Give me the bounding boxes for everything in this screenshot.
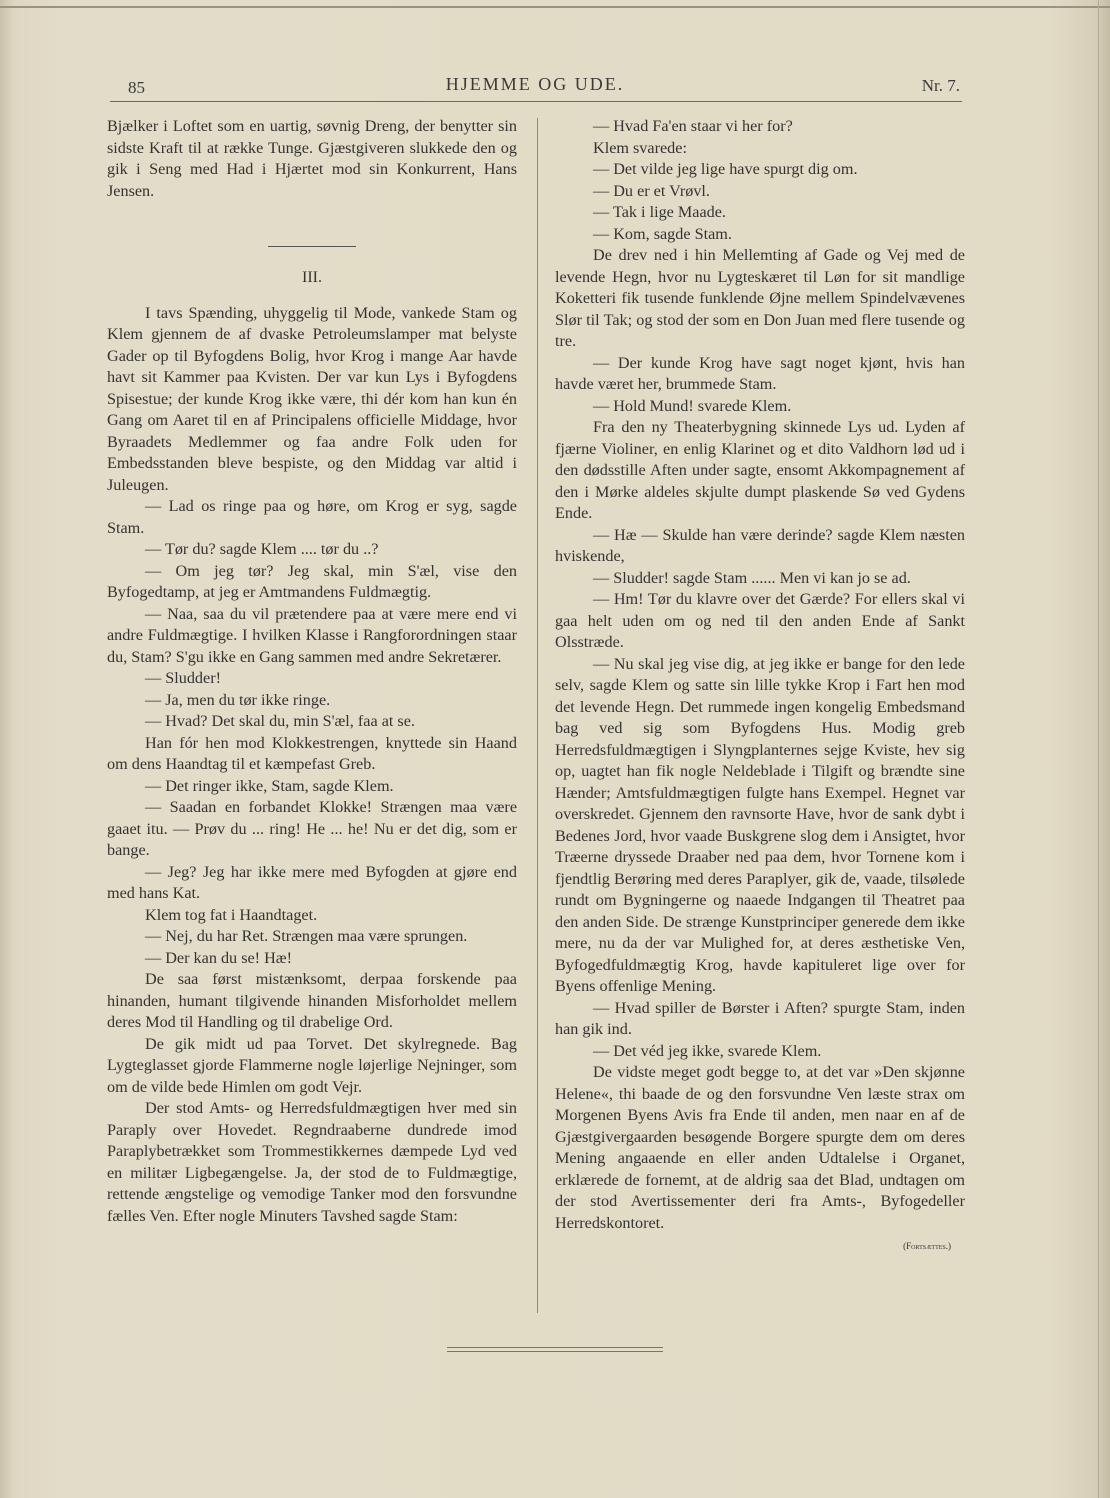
paragraph: — Hvad? Det skal du, min S'æl, faa at se. [145,712,415,730]
issue-number: Nr. 7. [921,76,960,95]
top-edge-rule [0,6,1110,8]
paragraph: — Tør du? sagde Klem .... tør du ..? [145,540,379,558]
paragraph: Der stod Amts- og Herredsfuldmægtigen hver med sin Paraply over Hovedet. Regndraaberne dundrede imod Paraplybetrækket som Trommestikkernes dæmpede Lyd ved en militær Ligbegængelse. Ja, der stod de to Fuldmægtige, rettende ængstelige og vemodige Tanker mod den forsvundne fælles Ven. Efter nogle Minuters Tavshed sagde Stam: [107,1099,517,1225]
paragraph: De drev ned i hin Mellemting af Gade og Vej med de levende Hegn, hvor nu Lygteskæret til Løn for sit mandlige Koketteri fik tusende funklende Øjne mellem Spindelvævenes Slør til Tak; og stod der som en Don Juan med flere tusende og tre. [555,246,965,350]
column-divider [537,118,538,1313]
paragraph: — Der kunde Krog have sagt noget kjønt, hvis han havde været her, brummede Stam. [555,353,965,393]
paragraph: De vidste meget godt begge to, at det var »Den skjønne Helene«, thi baade de og den forsvundne Ven læste strax om Morgenen Byens Avis fra Ende til anden, men naar en af de Gjæstgivergaarden besøgende Borgere spurgte dem om deres Mening angaaende en eller anden Udtalelse i Organet, erklærede de fornemt, at de aldrig saa det Blad, undtagen om der stod Avertissementer deri fra Amts-, Byfogedeller Herredskontoret. [555,1063,965,1232]
paragraph: — Det véd jeg ikke, svarede Klem. [593,1041,822,1060]
paragraph: — Sludder! [145,669,221,687]
paragraph: — Jeg? Jeg har ikke mere med Byfogden at gjøre end med hans Kat. [107,862,517,902]
paragraph: Han fór hen mod Klokkestrengen, knyttede sin Haand om dens Haandtag til et kæmpefast Greb. [107,733,517,773]
paragraph: I tavs Spænding, uhyggelig til Mode, vankede Stam og Klem gjennem de af dvaske Petroleumslamper mat belyste Gader op til Byfogdens Bolig, hvor Krog i mange Aar havde havt sit Kammer paa Kvisten. Der var kun Lys i Byfogdens Spisestue; der kunde Krog ikke være, thi dér kom han kun én Gang om Aaret til en af Principalens officielle Middage, hvor Byraadets Medlemmer og faa andre Folk uden for Embedsstanden bleve bespiste, og den Middag var altid i Juleugen. [107,303,517,494]
paragraph: — Tak i lige Maade. [593,203,726,221]
left-column [107,116,517,1227]
paragraph: — Det ringer ikke, Stam, sagde Klem. [145,776,394,795]
paragraph: — Du er et Vrøvl. [593,181,710,200]
paragraph: — Naa, saa du vil prætendere paa at være mere end vi andre Fuldmægtige. I hvilken Klasse i Rangforordningen staar du, Stam? S'gu ikke en Gang sammen med andre Sekretærer. [107,604,517,666]
paragraph: — Kom, sagde Stam. [593,224,732,243]
continued-note: (Fortsættes.) [903,1241,951,1251]
paragraph: Klem tog fat i Haandtaget. [145,905,318,924]
paragraph: — Der kan du se! Hæ! [145,948,292,967]
paragraph: — Lad os ringe paa og høre, om Krog er syg, sagde Stam. [107,497,517,537]
paragraph: — Hold Mund! svarede Klem. [593,396,792,415]
paragraph: — Ja, men du tør ikke ringe. [145,690,331,709]
paragraph: — Det vilde jeg lige have spurgt dig om. [593,160,858,178]
paragraph: — Nu skal jeg vise dig, at jeg ikke er bange for den lede selv, sagde Klem og satte sin lille tykke Krop i Fart hen mod det levende Hegn. Det rummede ingen kongelig Embedsmand bag ved sig som Byfogdens Hus. Modig greb Herredsfuldmægtigen i Slyngplanternes sejge Kviste, hev sig op, uagtet han fik nogle Neldeblade i Tilgift og brændte sine Hænder; Amtsfuldmægtigen fulgte hans Exempel. Hegnet var overskredet. Gjennem den ravnsorte Have, hvor de sank dybt i Bedenes Jord, hvor vaade Buskgrene slog dem i Ansigtet, hvor Træerne dryssede Draaber ned paa dem, hvor Tornene kom i fjendtlig Berøring med deres Paraplyer, gik de, vaade, tilsølede rundt om Bygningerne og naaede Indgangen til Theatret paa den anden Side. De strænge Kunstprinciper generede dem ikke mere, nu da der var Mulighed for, at deres æsthetiske Ven, Byfogedfuldmægtig Krog, havde kapituleret lige over for Byens offenlige Mening. [555,654,965,995]
paragraph: — Hvad spiller de Børster i Aften? spurgte Stam, inden han gik ind. [555,998,965,1038]
running-header [110,72,960,102]
publication-title: HJEMME OG UDE. [445,74,625,94]
paragraph: — Nej, du har Ret. Strængen maa være sprungen. [145,927,468,945]
paragraph: De gik midt ud paa Torvet. Det skylregnede. Bag Lygteglasset gjorde Flammerne nogle løjerlige Nejninger, som om de vilde bede Himlen om godt Vejr. [107,1034,517,1096]
paragraph: — Hvad Fa'en staar vi her for? [593,117,793,135]
paragraph: — Saadan en forbandet Klokke! Strængen maa være gaaet itu. — Prøv du ... ring! He ... he! Nu er det dig, som er bange. [107,798,517,859]
paragraph: — Hm! Tør du klavre over det Gærde? For ellers skal vi gaa helt uden om og ned til den anden Ende af Sankt Olsstræde. [555,590,965,651]
right-column [555,116,965,1258]
section-heading: III. [302,269,322,286]
end-rule-bottom [447,1351,663,1352]
right-edge-rule [1098,0,1099,1498]
intro-paragraph: Bjælker i Loftet som en uartig, søvnig Dreng, der benytter sin sidste Kraft til at række Tunge. Gjæstgiveren slukkede den og gik i Seng med Had i Hjærtet mod sin Konkurrent, Hans Jensen. [107,117,517,200]
section-separator [268,246,356,247]
page-number: 85 [128,78,145,97]
end-rule-top [447,1347,663,1348]
header-rule [110,101,962,102]
paragraph: — Hæ — Skulde han være derinde? sagde Klem næsten hviskende, [555,525,965,565]
paragraph: — Om jeg tør? Jeg skal, min S'æl, vise den Byfogedtamp, at jeg er Amtmandens Fuldmægtig. [107,561,517,601]
paragraph: De saa først mistænksomt, derpaa forskende paa hinanden, humant tilgivende hinanden Misforholdet mellem deres Mod til Handling og til drabelige Ord. [107,970,517,1031]
paragraph: — Sludder! sagde Stam ...... Men vi kan jo se ad. [593,568,911,587]
paragraph: Klem svarede: [593,138,687,157]
paragraph: Fra den ny Theaterbygning skinnede Lys ud. Lyden af fjærne Violiner, en enlig Klarinet og et dito Valdhorn lød ud i den dødsstille Aften under sagte, ensomt Akkompagnement af den i Mørke aldeles skjulte dumpt plaskende Sø ved Gydens Ende. [555,418,965,522]
